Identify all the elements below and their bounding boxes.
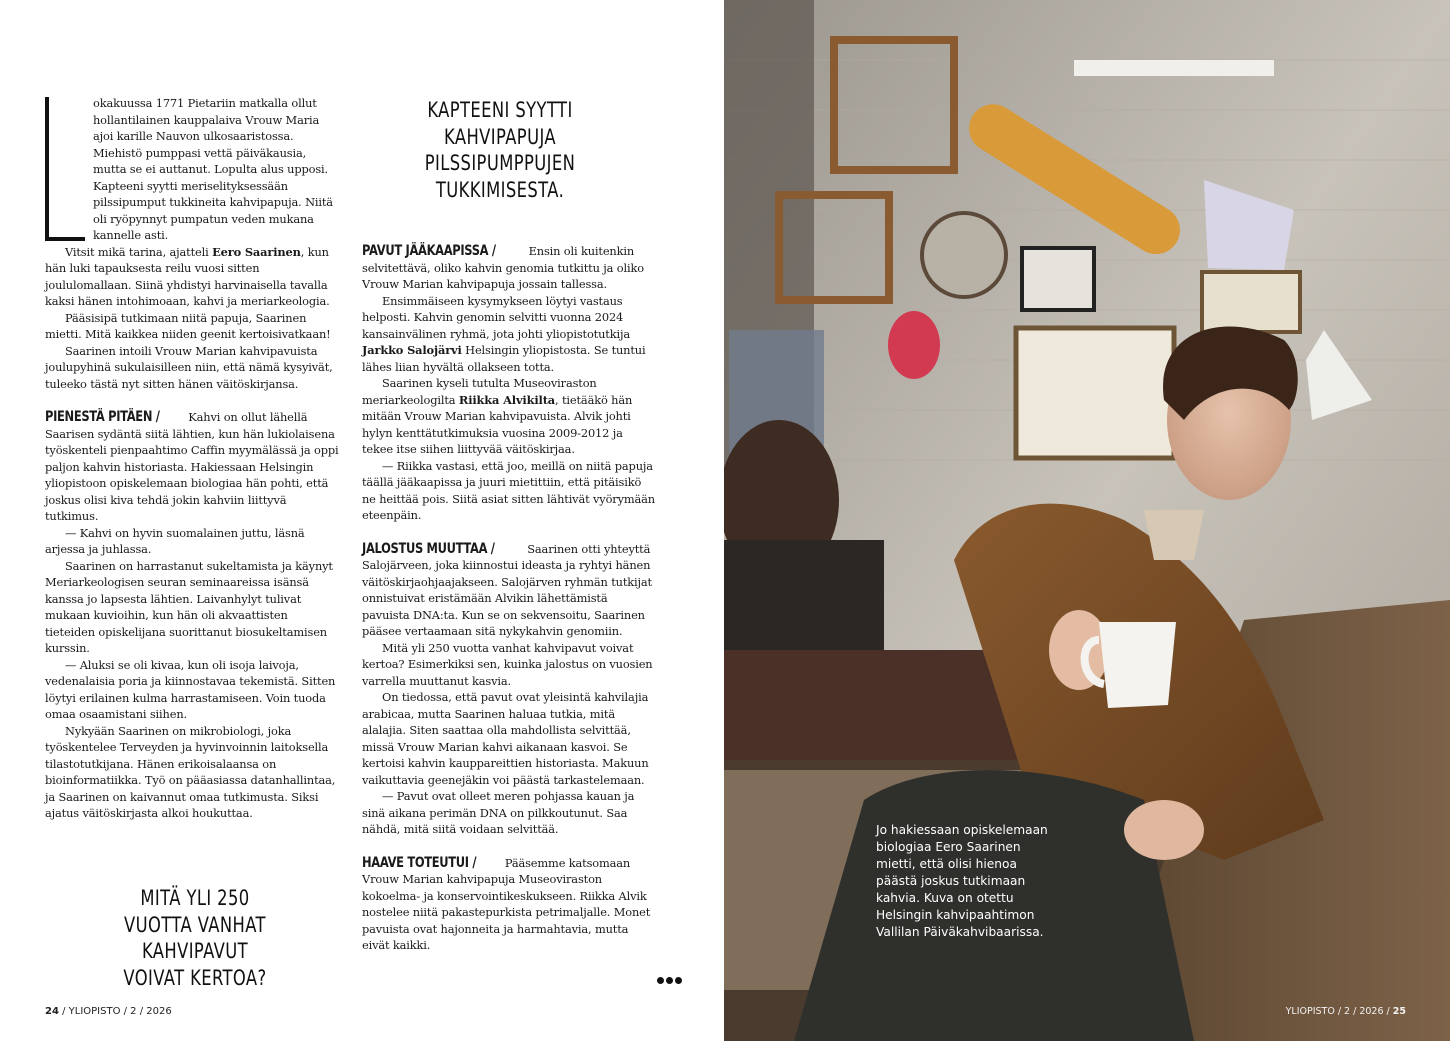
- pullquote-line: PILSSIPUMPPUJEN: [424, 151, 576, 175]
- photo-caption: Jo hakiessaan opiskelemaan biologiaa Eero Saarinen mietti, että olisi hienoa päästä joskus tutkimaan kahvia. Kuva on otettu Helsingin kahvipaahtimon Vallilan Päiväkahvibaarissa.: [876, 823, 1048, 939]
- person-name: Riikka Alvikilta: [458, 392, 556, 407]
- pullquote-line: VUOTTA VANHAT: [124, 912, 266, 937]
- section-paragraph: [362, 855, 657, 954]
- article-column-1: [45, 95, 340, 822]
- paragraph: Saarinen intoili Vrouw Marian kahvipavuista joulupyhinä sukulaisilleen niin, että nämä kysyivät, tuleeko tästä nyt sitten hänen väitöskirjansa.: [45, 343, 333, 391]
- paragraph-text: Saarinen kyseli tutulta Museoviraston meriarkeologilta: [362, 376, 597, 407]
- page-number: 24: [45, 1006, 59, 1017]
- continuation-dots-icon: [657, 977, 684, 987]
- paragraph: [45, 244, 340, 310]
- stamp-frame: [1016, 328, 1174, 458]
- portrait-photo: [724, 0, 1450, 1041]
- folio-text: YLIOPISTO / 2 / 2026 /: [1285, 1006, 1393, 1017]
- paragraph: — Aluksi se oli kivaa, kun oli isoja laivoja, vedenalaisia poria ja kiinnostavaa tekemistä. Sitten löytyi erilainen kulma harrastamiseen. Voin tuoda omaa osaamistani siihen.: [45, 657, 336, 721]
- paragraph: Mitä yli 250 vuotta vanhat kahvipavut voivat kertoa? Esimerkiksi sen, kuinka jalostus on vuosien varrella muuttanut kasvia.: [362, 640, 653, 688]
- article-column-2: [362, 243, 657, 954]
- paragraph-text: Ensimmäiseen kysymykseen löytyi vastaus helposti. Kahvin genomin selvitti vuonna 2024 kansainvälinen ryhmä, jota johti yliopistotutkija: [362, 293, 630, 341]
- paragraph: — Kahvi on hyvin suomalainen juttu, läsnä arjessa ja juhlassa.: [45, 525, 305, 556]
- page-folio-left: [45, 1006, 172, 1017]
- section-paragraph: [45, 409, 340, 525]
- photo-illustration: [724, 0, 1450, 1041]
- subheading: JALOSTUS MUUTTAA /: [362, 540, 495, 557]
- paragraph-text: , tietääkö hän mitään Vrouw Marian kahvipavuista. Alvik johti hylyn kenttätutkimuksia vuosina 2009-2012 ja tekee itse siihen liittyvää väitöskirjaa.: [362, 392, 633, 456]
- person-name: Eero Saarinen: [212, 244, 301, 259]
- coffee-cup: [1099, 622, 1176, 708]
- paragraph: [362, 293, 657, 376]
- section-paragraph: [362, 243, 657, 293]
- pullquote-bottom: [95, 885, 295, 991]
- intro-paragraph: okakuussa 1771 Pietariin matkalla ollut hollantilainen kauppalaiva Vrouw Maria ajoi karille Nauvon ulkosaaristossa. Miehistö pumppasi vettä päiväkausia, mutta se ei auttanut. Lopulta alus upposi. Kapteeni syytti meriselityksessään pilssipumput tukkineita kahvipapuja. Niitä oli ryöpynnyt pumpatun veden mukana kannelle asti.: [93, 96, 333, 242]
- pullquote-line: TUKKIMISESTA.: [435, 177, 565, 202]
- decorative-mask: [888, 311, 940, 379]
- paragraph: — Riikka vastasi, että joo, meillä on niitä papuja täällä jääkaapissa ja juuri mietittiin, että pitäisikö ne heittää pois. Siitä asiat sitten lähtivät vyörymään eteenpäin.: [362, 458, 655, 522]
- paragraph-text: Pääsemme katsomaan Vrouw Marian kahvipapuja Museoviraston kokoelma- ja konservointikeskukseen. Riikka Alvik nostelee niitä pakastepurkista petrimaljalle. Monet pavuista ovat hajonneita ja harmahtavia, mutta eivät kaikki.: [362, 855, 651, 952]
- paragraph: Nykyään Saarinen on mikrobiologi, joka työskentelee Terveyden ja hyvinvoinnin laitoksella tilastotutkijana. Hänen erikoisalaansa on bioinformatiikka. Työ on pääasiassa datanhallintaa, ja Saarinen on kaivannut omaa tutkimusta. Siksi ajatus väitöskirjasta alkoi houkuttaa.: [45, 723, 336, 820]
- paragraph: [362, 375, 657, 458]
- paragraph: — Pavut ovat olleet meren pohjassa kauan ja sinä aikana perimän DNA on pilkkoutunut. Saa nähdä, mitä siitä voidaan selvittää.: [362, 789, 635, 836]
- wall-shelf: [1074, 60, 1274, 76]
- pullquote-line: KAHVIPAPUJA: [444, 124, 556, 149]
- paragraph-text: Kahvi on ollut lähellä Saarisen sydäntä siitä lähtien, kun hän lukiolaisena työskenteli pienpaahtimo Caffin myymälässä ja oppi paljon kahvin historiasta. Hakiessaan Helsingin yliopistoon opiskelemaan biologiaa hän pohti, että joskus olisi kiva tehdä jokin kahviin liittyvä tutkimus.: [45, 410, 339, 523]
- pullquote-line: KAHVIPAVUT: [141, 939, 249, 963]
- dropcap-l: [45, 97, 85, 241]
- leather-sofa: [724, 650, 1024, 770]
- pullquote-line: KAPTEENI SYYTTI: [427, 98, 573, 122]
- pullquote-line: VOIVAT KERTOA?: [123, 965, 267, 990]
- pullquote-line: MITÄ YLI 250: [140, 886, 250, 910]
- pullquote-top: [400, 97, 600, 203]
- page-number: 25: [1392, 1006, 1406, 1017]
- paragraph-text: Saarinen otti yhteyttä Salojärveen, joka kiinnostui ideasta ja ryhtyi hänen väitöskirjaohjaajakseen. Salojärven ryhmän tutkijat onnistuivat eristämään Alvikin lähettämistä pavuista DNA:ta. Kun se on sekvensoitu, Saarinen pääsee vertaamaan sitä nykykahvin genomiin.: [362, 541, 652, 638]
- paragraph: On tiedossa, että pavut ovat yleisintä kahvilajia arabicaa, mutta Saarinen haluaa tutkia, mitä alalajia. Siten saattaa olla mahdollista selvittää, missä Vrouw Marian kahvi aikanaan kasvoi. Se kertoisi kahvin kauppareittien historiasta. Makuun vaikuttavia geenejäkin voi päästä tarkastelemaan.: [362, 690, 649, 787]
- paragraph-text: Ensin oli kuitenkin selvitettävä, oliko kahvin genomia tutkittu ja oliko Vrouw Marian kahvipapuja jossain tallessa.: [362, 244, 644, 291]
- paragraph-text: Helsingin yliopistosta. Se tuntui lähes liian hyvältä ollakseen totta.: [362, 343, 646, 374]
- subheading: PIENESTÄ PITÄEN /: [45, 409, 160, 425]
- paragraph-text: Vitsit mikä tarina, ajatteli: [65, 244, 213, 259]
- page-folio-right: [1286, 1006, 1406, 1017]
- folio-text: / YLIOPISTO / 2 / 2026: [58, 1006, 172, 1017]
- subheading: HAAVE TOTEUTUI /: [362, 854, 477, 871]
- paragraph: Pääsisipä tutkimaan niitä papuja, Saarinen mietti. Mitä kaikkea niiden geenit kertoisivatkaan!: [45, 310, 331, 341]
- paragraph-text: , kun hän luki tapauksesta reilu vuosi sitten joululomallaan. Siinä yhdistyi harvinaisella tavalla kaksi hänen intohimoaan, kahvi ja meriarkeologia.: [45, 244, 330, 308]
- round-mirror: [922, 213, 1006, 297]
- left-page: [0, 0, 724, 1041]
- person-name: Jarkko Salojärvi: [362, 343, 462, 357]
- subheading: PAVUT JÄÄKAAPISSA /: [362, 243, 496, 259]
- section-paragraph: [362, 541, 657, 640]
- picture-frame: [1022, 248, 1094, 310]
- paragraph: Saarinen on harrastanut sukeltamista ja käynyt Meriarkeologisen seuran seminaareissa isänsä kanssa jo lapsesta lähtien. Laivanhylyt tulivat mukaan kuvioihin, kun hän oli akvaattisten tieteiden opiskelijana suorittanut biosukeltamisen kurssin.: [45, 558, 333, 655]
